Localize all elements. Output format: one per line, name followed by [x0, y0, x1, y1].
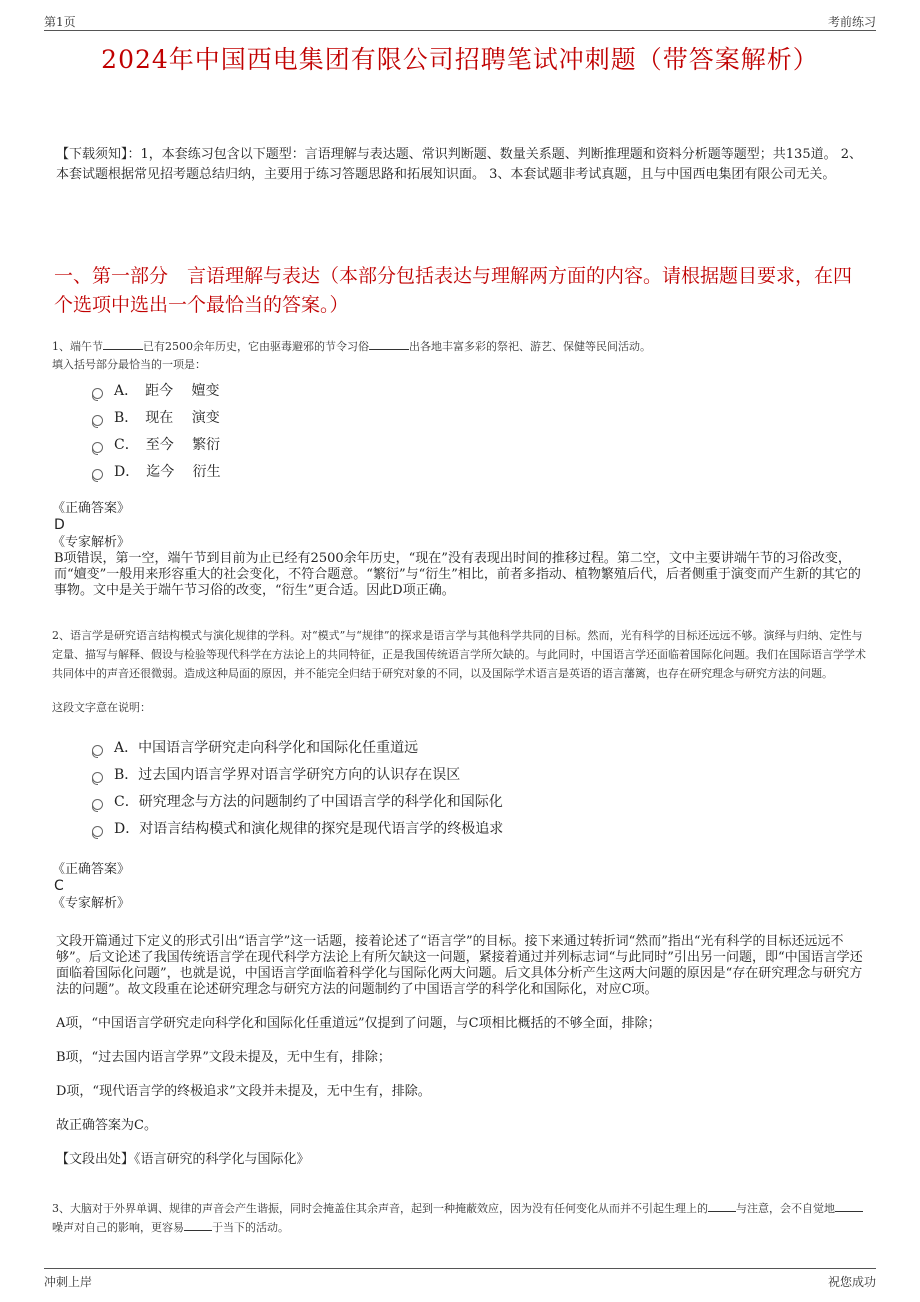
- answer-label: 《正确答案》: [52, 501, 131, 516]
- analysis-paragraph: 文段开篇通过下定义的形式引出“语言学”这一话题，接着论述了“语言学”的目标。接下来通过转折词“然而”指出“光有科学的目标还远远不够”。后文论述了我国传统语言学在现代科学方法论上有所欠缺这一问题，紧接着通过并列标志词“与此同时”引出另一问题，即“中国语言学还面临着国际化问题”，也就是说，中国语言学面临着科学化与国际化两大问题。后文具体分析产生这两大问题的原因是“存在研究理念与研究方法的问题”。故文段重在论述研究理念与研究方法的问题制约了中国语言学的科学化和国际化，对应C项。: [56, 934, 863, 997]
- source-note: 【文段出处】《语言研究的科学化与国际化》: [56, 1152, 310, 1167]
- radio-icon[interactable]: [92, 826, 103, 837]
- radio-icon[interactable]: [92, 772, 103, 783]
- footer-left: 冲刺上岸: [44, 1275, 93, 1289]
- fill-blank: [103, 339, 143, 350]
- answer-value: C: [54, 878, 64, 894]
- answer-label: 《正确答案》: [52, 862, 131, 877]
- question-1-answer-block: [52, 500, 868, 599]
- answer-value: D: [54, 517, 65, 533]
- question-1-options: [92, 378, 868, 486]
- analysis-paragraph: A项，“中国语言学研究走向科学化和国际化任重道远”仅提到了问题，与C项相比概括的不够全面，排除；: [56, 1016, 661, 1031]
- question-1-text: 1、端午节 已有2500余年历史，它由驱毒避邪的节令习俗 出各地丰富多彩的祭祀、游艺、保健等民间活动。: [52, 340, 651, 353]
- analysis-text: B项错误，第一空，端午节到目前为止已经有2500余年历史，“现在”没有表现出时间的推移过程。第二空，文中主要讲端午节的习俗改变，而“嬗变”一般用来形容重大的社会变化，不符合题意。“繁衍”与“衍生”相比，前者多指动、植物繁殖后代，后者侧重于演变而产生新的其它的事物。文中是关于端午节习俗的改变，“衍生”更合适。因此D项正确。: [54, 551, 861, 598]
- question-2-text: 2、语言学是研究语言结构模式与演化规律的学科。对“模式”与“规律”的探求是语言学与其他科学共同的目标。然而，光有科学的目标还远远不够。演绎与归纳、定性与定量、描写与解释、假设与检验等现代科学在方法论上的共同特征，正是我国传统语言学所欠缺的。与此同时，中国语言学还面临着国际化问题。我们在国际语言学学术共同体中的声音还很微弱。造成这种局面的原因，并不能完全归结于研究对象的不同，以及国际学术语言是英语的语言藩篱，也存在研究理念与研究方法的问题。: [52, 629, 866, 680]
- radio-icon[interactable]: [92, 469, 103, 480]
- option-a[interactable]: A．中国语言学研究走向科学化和国际化任重道远: [92, 735, 868, 762]
- download-notice: 【下载须知】：1，本套练习包含以下题型：言语理解与表达题、常识判断题、数量关系题、判断推理题和资料分析题等题型；共135道。 2、本套试题根据常见招考题总结归纳，主要用于练习答题思路和拓展知识面。 3、本套试题非考试真题，且与中国西电集团有限公司无关。: [56, 147, 862, 182]
- option-b[interactable]: B． 现在 演变: [92, 405, 868, 432]
- question-3: [52, 1199, 868, 1237]
- radio-icon[interactable]: [92, 745, 103, 756]
- question-2-answer-block: [52, 861, 868, 912]
- radio-icon[interactable]: [92, 799, 103, 810]
- question-2: [52, 626, 868, 843]
- page-footer: [44, 1268, 876, 1291]
- question-1: [52, 338, 868, 486]
- fill-blank: [184, 1220, 212, 1231]
- option-c[interactable]: C． 至今 繁衍: [92, 432, 868, 459]
- option-d[interactable]: D． 迄今 衍生: [92, 459, 868, 486]
- analysis-paragraph: D项，“现代语言学的终极追求”文段并未提及，无中生有，排除。: [56, 1084, 431, 1099]
- option-b[interactable]: B．过去国内语言学界对语言学研究方向的认识存在误区: [92, 762, 868, 789]
- section-title: 一、第一部分 言语理解与表达（本部分包括表达与理解两方面的内容。请根据题目要求，在四个选项中选出一个最恰当的答案。）: [54, 265, 853, 316]
- radio-icon[interactable]: [92, 388, 103, 399]
- question-2-options: [92, 735, 868, 843]
- analysis-label: 《专家解析》: [52, 535, 131, 550]
- option-a[interactable]: A． 距今 嬗变: [92, 378, 868, 405]
- fill-blank: [835, 1201, 863, 1212]
- analysis-label: 《专家解析》: [52, 896, 131, 911]
- page-number: 第1页: [44, 15, 76, 29]
- option-c[interactable]: C．研究理念与方法的问题制约了中国语言学的科学化和国际化: [92, 789, 868, 816]
- analysis-paragraph: 故正确答案为C。: [56, 1118, 157, 1133]
- fill-blank: [708, 1201, 736, 1212]
- page-header: [44, 10, 876, 31]
- radio-icon[interactable]: [92, 415, 103, 426]
- analysis-paragraph: B项，“过去国内语言学界”文段未提及，无中生有，排除；: [56, 1050, 391, 1065]
- page-title: 2024年中国西电集团有限公司招聘笔试冲刺题（带答案解析）: [101, 45, 819, 74]
- question-2-analysis: [56, 934, 868, 1168]
- option-d[interactable]: D．对语言结构模式和演化规律的探究是现代语言学的终极追求: [92, 816, 868, 843]
- question-2-prompt: 这段文字意在说明：: [52, 701, 151, 714]
- question-1-prompt: 填入括号部分最恰当的一项是：: [52, 358, 206, 371]
- fill-blank: [369, 339, 409, 350]
- radio-icon[interactable]: [92, 442, 103, 453]
- question-3-text: 3、大脑对于外界单调、规律的声音会产生谐振，同时会掩盖住其余声音，起到一种掩蔽效应，因为没有任何变化从而并不引起生理上的 与注意，会不自觉地噪声对自己的影响，更容易 于当下的活动。: [52, 1199, 868, 1237]
- footer-right: 祝您成功: [827, 1275, 876, 1289]
- header-label: 考前练习: [827, 15, 876, 29]
